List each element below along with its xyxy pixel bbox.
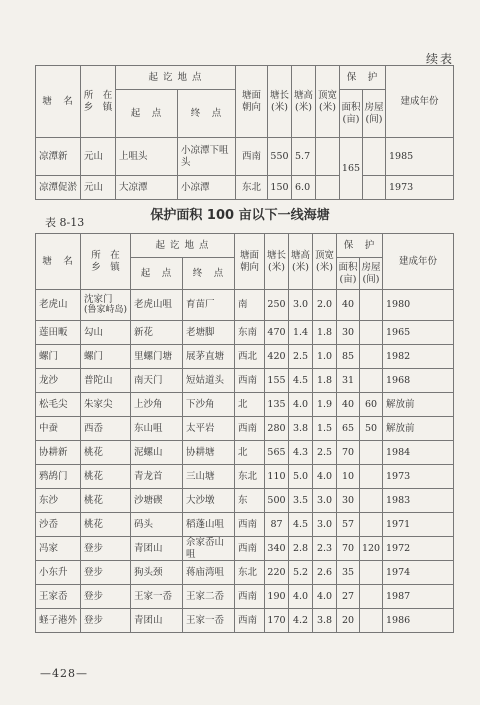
cell-orientation: 西北	[235, 345, 265, 369]
cell-orientation: 西南	[235, 513, 265, 537]
header-top-width: 顶宽 (米)	[316, 66, 340, 138]
cell-year: 解放前	[383, 417, 454, 441]
cell-end: 小凉潭	[178, 176, 236, 200]
table-row	[36, 290, 454, 321]
cell-start: 里螺门塘	[131, 345, 183, 369]
table-row	[36, 138, 454, 176]
cell-length: 220	[265, 561, 289, 585]
cell-town: 登步	[81, 537, 131, 561]
cell-year: 1980	[383, 290, 454, 321]
cell-end: 大沙墩	[183, 489, 235, 513]
cell-top-width: 3.0	[313, 513, 337, 537]
header-range: 起 讫 地 点	[116, 66, 236, 90]
cell-year: 1987	[383, 585, 454, 609]
table-row	[36, 609, 454, 633]
header-protection: 保 护	[340, 66, 386, 90]
header-name: 塘 名	[36, 234, 81, 290]
cell-top-width: 4.0	[313, 585, 337, 609]
cell-name: 鸦鸪门	[36, 465, 81, 489]
cell-year: 1985	[386, 138, 454, 176]
cell-area-merged: 165	[340, 138, 363, 200]
cell-houses	[360, 321, 383, 345]
header-length: 塘长 (米)	[265, 234, 289, 290]
header-town: 所 在 乡 镇	[81, 234, 131, 290]
cell-top-width	[316, 138, 340, 176]
cell-start: 上咀头	[116, 138, 178, 176]
cell-name: 蛏子港外	[36, 609, 81, 633]
cell-houses	[360, 441, 383, 465]
header-houses: 房屋 (间)	[363, 90, 386, 138]
cell-start: 码头	[131, 513, 183, 537]
cell-length: 155	[265, 369, 289, 393]
cell-houses	[360, 489, 383, 513]
cell-start: 新花	[131, 321, 183, 345]
cell-houses	[363, 138, 386, 176]
cell-start: 青团山	[131, 609, 183, 633]
cell-houses	[360, 561, 383, 585]
header-orientation: 塘面 朝向	[235, 234, 265, 290]
cell-year: 1973	[383, 465, 454, 489]
table-row	[36, 393, 454, 417]
table-row	[36, 417, 454, 441]
cell-orientation: 西南	[236, 138, 268, 176]
cell-end: 小凉潭下咀头	[178, 138, 236, 176]
cell-start: 南天门	[131, 369, 183, 393]
cell-height: 4.2	[289, 609, 313, 633]
cell-area: 40	[337, 290, 360, 321]
cell-length: 250	[265, 290, 289, 321]
cell-end: 蒋庙湾咀	[183, 561, 235, 585]
cell-length: 420	[265, 345, 289, 369]
cell-end: 稻蓬山咀	[183, 513, 235, 537]
cell-area: 40	[337, 393, 360, 417]
cell-houses	[360, 369, 383, 393]
cell-town: 勾山	[81, 321, 131, 345]
cell-orientation: 西南	[235, 417, 265, 441]
cell-orientation: 北	[235, 393, 265, 417]
cell-orientation: 南	[235, 290, 265, 321]
cell-end: 短姑道头	[183, 369, 235, 393]
cell-top-width: 1.8	[313, 321, 337, 345]
header-length: 塘长 (米)	[268, 66, 292, 138]
cell-start: 青龙首	[131, 465, 183, 489]
cell-name: 松毛尖	[36, 393, 81, 417]
cell-height: 3.5	[289, 489, 313, 513]
table-row	[36, 369, 454, 393]
cell-name: 龙沙	[36, 369, 81, 393]
cell-top-width: 2.5	[313, 441, 337, 465]
cell-length: 150	[268, 176, 292, 200]
cell-end: 育苗厂	[183, 290, 235, 321]
cell-height: 3.0	[289, 290, 313, 321]
cell-top-width: 3.8	[313, 609, 337, 633]
header-houses: 房屋 (间)	[360, 258, 383, 290]
table-caption: 表 8-13	[45, 216, 85, 229]
cell-area: 65	[337, 417, 360, 441]
table-row	[36, 176, 454, 200]
cell-orientation: 东北	[236, 176, 268, 200]
header-height: 塘高 (米)	[292, 66, 316, 138]
cell-houses	[360, 290, 383, 321]
cell-town	[81, 290, 131, 321]
cell-year: 1982	[383, 345, 454, 369]
cell-top-width: 2.6	[313, 561, 337, 585]
header-end: 终 点	[178, 90, 236, 138]
cell-start: 东山咀	[131, 417, 183, 441]
cell-length: 280	[265, 417, 289, 441]
cell-houses: 120	[360, 537, 383, 561]
header-start: 起 点	[131, 258, 183, 290]
cell-start: 老虎山咀	[131, 290, 183, 321]
cell-area: 27	[337, 585, 360, 609]
cell-town: 桃花	[81, 489, 131, 513]
header-height: 塘高 (米)	[289, 234, 313, 290]
cell-year: 1984	[383, 441, 454, 465]
cell-town: 西岙	[81, 417, 131, 441]
cell-height: 4.3	[289, 441, 313, 465]
cell-top-width: 1.0	[313, 345, 337, 369]
cell-length: 170	[265, 609, 289, 633]
cell-orientation: 北	[235, 441, 265, 465]
cell-year: 1973	[386, 176, 454, 200]
cell-town: 螺门	[81, 345, 131, 369]
cell-houses	[360, 465, 383, 489]
cell-height: 5.7	[292, 138, 316, 176]
cell-area: 70	[337, 441, 360, 465]
cell-length: 565	[265, 441, 289, 465]
town-name: 沈家门	[84, 293, 113, 305]
cell-start: 上沙角	[131, 393, 183, 417]
cell-orientation: 东北	[235, 561, 265, 585]
table-row	[36, 465, 454, 489]
page-number: —428—	[40, 667, 88, 680]
cell-area: 30	[337, 489, 360, 513]
cell-town: 桃花	[81, 465, 131, 489]
table-row	[36, 441, 454, 465]
cell-length: 190	[265, 585, 289, 609]
cell-name: 沙岙	[36, 513, 81, 537]
cell-height: 6.0	[292, 176, 316, 200]
cell-length: 110	[265, 465, 289, 489]
header-range: 起 讫 地 点	[131, 234, 235, 258]
cell-houses	[360, 513, 383, 537]
cell-length: 135	[265, 393, 289, 417]
cell-height: 4.0	[289, 585, 313, 609]
cell-area: 57	[337, 513, 360, 537]
cell-name: 协耕新	[36, 441, 81, 465]
seawall-table	[35, 233, 454, 633]
cell-name: 王家岙	[36, 585, 81, 609]
cell-year: 1986	[383, 609, 454, 633]
cell-houses: 50	[360, 417, 383, 441]
cell-year: 1965	[383, 321, 454, 345]
cell-town: 桃花	[81, 513, 131, 537]
table-row	[36, 345, 454, 369]
cell-name: 莲田畈	[36, 321, 81, 345]
header-year: 建成年份	[386, 66, 454, 138]
cell-area: 20	[337, 609, 360, 633]
header-orientation: 塘面 朝向	[236, 66, 268, 138]
header-area: 面积 (亩)	[340, 90, 363, 138]
cell-orientation: 东南	[235, 321, 265, 345]
cell-year: 1971	[383, 513, 454, 537]
cell-end: 太平岩	[183, 417, 235, 441]
cell-top-width: 4.0	[313, 465, 337, 489]
cell-start: 沙塘碶	[131, 489, 183, 513]
cell-start: 青团山	[131, 537, 183, 561]
cell-length: 500	[265, 489, 289, 513]
cell-height: 2.8	[289, 537, 313, 561]
table-row	[36, 513, 454, 537]
cell-orientation: 西南	[235, 585, 265, 609]
cell-height: 4.0	[289, 393, 313, 417]
cell-year: 1968	[383, 369, 454, 393]
cell-top-width	[316, 176, 340, 200]
cell-top-width: 3.0	[313, 489, 337, 513]
cell-length: 87	[265, 513, 289, 537]
cell-town: 登步	[81, 609, 131, 633]
cell-top-width: 2.3	[313, 537, 337, 561]
cell-start: 狗头颈	[131, 561, 183, 585]
cell-start: 大凉潭	[116, 176, 178, 200]
cell-height: 5.0	[289, 465, 313, 489]
table-row	[36, 489, 454, 513]
cell-end: 佘家岙山咀	[183, 537, 235, 561]
cell-houses	[363, 176, 386, 200]
cell-top-width: 1.9	[313, 393, 337, 417]
cell-end: 王家一岙	[183, 609, 235, 633]
cell-length: 550	[268, 138, 292, 176]
cell-orientation: 西南	[235, 537, 265, 561]
cell-area: 31	[337, 369, 360, 393]
cell-town: 桃花	[81, 441, 131, 465]
cell-area: 10	[337, 465, 360, 489]
cell-height: 5.2	[289, 561, 313, 585]
header-top-width: 顶宽 (米)	[313, 234, 337, 290]
cell-start: 王家一岙	[131, 585, 183, 609]
cell-name: 凉潭新	[36, 138, 81, 176]
cell-area: 85	[337, 345, 360, 369]
cell-end: 老塘脚	[183, 321, 235, 345]
cell-height: 2.5	[289, 345, 313, 369]
continued-table	[35, 65, 454, 200]
cell-height: 4.5	[289, 513, 313, 537]
cell-town: 普陀山	[81, 369, 131, 393]
town-note: (鲁家峙岛)	[84, 305, 128, 316]
cell-orientation: 西南	[235, 369, 265, 393]
cell-top-width: 1.5	[313, 417, 337, 441]
cell-top-width: 1.8	[313, 369, 337, 393]
table-row	[36, 561, 454, 585]
cell-houses	[360, 609, 383, 633]
table-title: 保护面积 100 亩以下一线海塘	[150, 208, 330, 223]
cell-town: 元山	[81, 138, 116, 176]
cell-name: 中蚕	[36, 417, 81, 441]
cell-name: 老虎山	[36, 290, 81, 321]
cell-start: 泥螺山	[131, 441, 183, 465]
cell-town: 元山	[81, 176, 116, 200]
cell-name: 东沙	[36, 489, 81, 513]
table-row	[36, 585, 454, 609]
header-protection: 保 护	[337, 234, 383, 258]
cell-name: 凉潭促淤	[36, 176, 81, 200]
cell-year: 解放前	[383, 393, 454, 417]
header-name: 塘 名	[36, 66, 81, 138]
cell-height: 3.8	[289, 417, 313, 441]
cell-end: 展茅直塘	[183, 345, 235, 369]
cell-year: 1972	[383, 537, 454, 561]
header-start: 起 点	[116, 90, 178, 138]
cell-houses	[360, 345, 383, 369]
cell-town: 登步	[81, 561, 131, 585]
cell-name: 小东升	[36, 561, 81, 585]
continued-label: 续表	[425, 52, 454, 66]
cell-end: 下沙角	[183, 393, 235, 417]
header-area: 面积 (亩)	[337, 258, 360, 290]
cell-area: 30	[337, 321, 360, 345]
cell-length: 470	[265, 321, 289, 345]
cell-area: 35	[337, 561, 360, 585]
cell-name: 冯家	[36, 537, 81, 561]
cell-year: 1974	[383, 561, 454, 585]
cell-end: 王家二岙	[183, 585, 235, 609]
cell-town: 登步	[81, 585, 131, 609]
cell-area: 70	[337, 537, 360, 561]
cell-height: 1.4	[289, 321, 313, 345]
table-row	[36, 321, 454, 345]
table-row	[36, 537, 454, 561]
cell-orientation: 西南	[235, 609, 265, 633]
cell-top-width: 2.0	[313, 290, 337, 321]
header-end: 终 点	[183, 258, 235, 290]
cell-town: 朱家尖	[81, 393, 131, 417]
cell-year: 1983	[383, 489, 454, 513]
cell-houses: 60	[360, 393, 383, 417]
cell-length: 340	[265, 537, 289, 561]
cell-name: 螺门	[36, 345, 81, 369]
header-year: 建成年份	[383, 234, 454, 290]
cell-orientation: 东北	[235, 465, 265, 489]
cell-end: 协耕塘	[183, 441, 235, 465]
cell-height: 4.5	[289, 369, 313, 393]
cell-end: 三山塘	[183, 465, 235, 489]
header-town: 所 在 乡 镇	[81, 66, 116, 138]
cell-houses	[360, 585, 383, 609]
cell-orientation: 东	[235, 489, 265, 513]
